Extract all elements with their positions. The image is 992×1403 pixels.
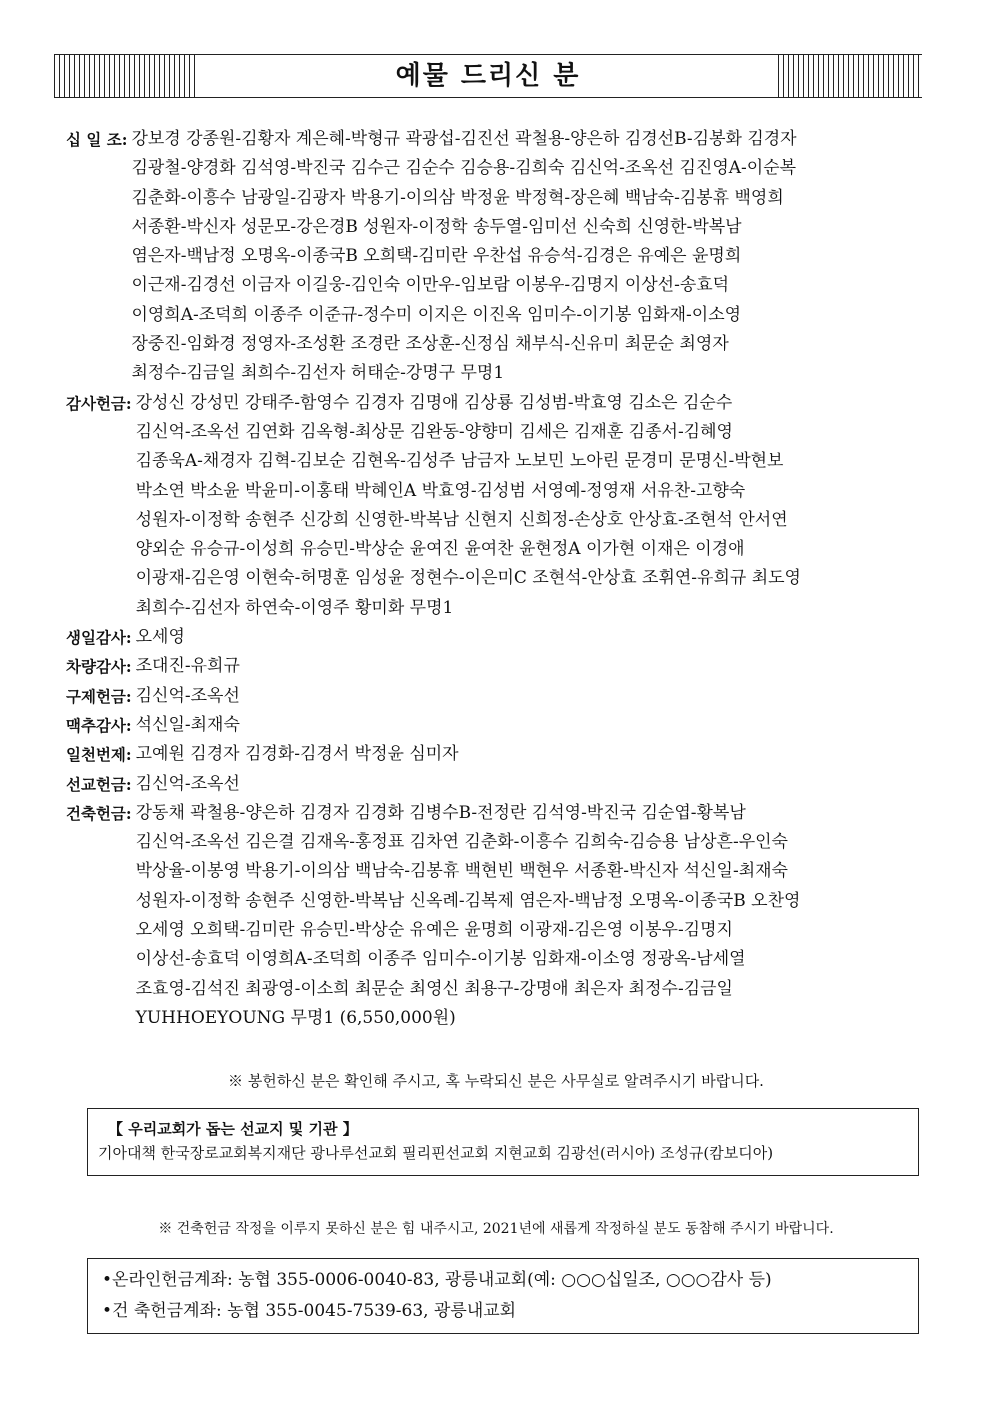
name-line: 조효영-김석진 최광영-이소희 최문순 최영신 최용구-강명애 최은자 최정수-김금일 <box>135 978 733 999</box>
online-offering-account: •온라인헌금계좌: 농협 355-0006-0040-83, 광릉내교회(예: ○○○십일조, ○○○감사 등) <box>102 1270 772 1290</box>
name-line: 강성신 강성민 강태주-함영수 김경자 김명애 김상룡 김성범-박효영 김소은 김순수 <box>135 392 733 413</box>
section-names <box>132 711 936 740</box>
name-line: 김신억-조옥선 김은결 김재옥-홍정표 김차연 김춘화-이흥수 김희숙-김승용 남상흔-우인숙 <box>135 832 788 853</box>
section-label: 차량감사: <box>66 657 132 677</box>
name-line: 이근재-김경선 이금자 이길웅-김인숙 이만우-임보람 이봉우-김명지 이상선-송효덕 <box>131 275 730 296</box>
name-line: 김춘화-이흥수 남광일-김광자 박용기-이의삼 박정윤 박정혁-장은혜 백남숙-김봉휴 백영희 <box>131 187 784 208</box>
title-banner <box>54 54 922 98</box>
section-names <box>132 799 936 1033</box>
page-title: 예물 드리신 분 <box>395 61 581 91</box>
name-line: 오세영 오희택-김미란 유승민-박상순 유예은 윤명희 이광재-김은영 이봉우-김명지 <box>135 920 733 941</box>
section-label: 감사헌금: <box>66 393 132 413</box>
name-line: 염은자-백남정 오명옥-이종국B 오희택-김미란 우찬섭 유승석-김경은 유예은 윤명희 <box>131 246 742 267</box>
name-line: 김종욱A-채경자 김혁-김보순 김현옥-김성주 남금자 노보민 노아린 문경미 문명신-박현보 <box>135 451 784 472</box>
section-label: 건축헌금: <box>66 803 132 823</box>
name-line: 강보경 강종원-김황자 계은혜-박형규 곽광섭-김진선 곽철용-양은하 김경선B-김봉화 김경자 <box>131 129 797 149</box>
name-line: 고예원 김경자 김경화-김경서 박정윤 심미자 <box>135 744 459 765</box>
name-line: 강동채 곽철용-양은하 김경자 김경화 김병수B-전정란 김석영-박진국 김순엽-황복남 <box>135 802 746 823</box>
offering-list <box>66 125 936 1033</box>
name-line: 성원자-이정학 송현주 신강희 신영한-박복남 신현지 신희정-손상호 안상효-조현석 안서연 <box>135 509 788 530</box>
name-line: 박상율-이봉영 박용기-이의삼 백남숙-김봉휴 백현빈 백현우 서종환-박신자 석신일-최재숙 <box>135 861 788 882</box>
mission-support-box <box>87 1108 919 1176</box>
mission-support-title: 【 우리교회가 돕는 선교지 및 기관 】 <box>108 1120 358 1138</box>
offering-section <box>66 799 936 1033</box>
name-line: 장중진-임화경 정영자-조성환 조경란 조상훈-신정심 채부식-신유미 최문순 최영자 <box>131 334 729 355</box>
section-label: 구제헌금: <box>66 686 132 706</box>
name-line: 조대진-유희규 <box>135 656 240 677</box>
offering-section <box>66 711 936 740</box>
section-names <box>132 770 936 799</box>
name-line: 이영희A-조덕희 이종주 이준규-정수미 이지은 이진옥 임미수-이기봉 임화재-이소영 <box>131 304 742 325</box>
account-info-box <box>87 1258 919 1334</box>
name-line: 양외순 유승규-이성희 유승민-박상순 윤여진 윤여찬 윤현정A 이가현 이재은 이경애 <box>135 539 745 560</box>
name-line: YUHHOEYOUNG 무명1 (6,550,000원) <box>135 1007 456 1028</box>
section-label: 생일감사: <box>66 628 132 648</box>
offering-section <box>66 770 936 799</box>
section-names <box>132 682 936 711</box>
name-line: 최희수-김선자 하연숙-이영주 황미화 무명1 <box>135 597 454 618</box>
offering-section <box>66 740 936 769</box>
offering-section <box>66 623 936 652</box>
section-names <box>132 623 936 652</box>
hatch-decoration-left <box>54 55 198 97</box>
offering-section <box>66 389 936 623</box>
offering-section <box>66 125 936 389</box>
name-line: 성원자-이정학 송현주 신영한-박복남 신옥례-김복제 염은자-백남정 오명옥-이종국B 오찬영 <box>135 890 801 911</box>
name-line: 서종환-박신자 성문모-강은경B 성원자-이정학 송두열-임미선 신숙희 신영한-박복남 <box>131 216 742 237</box>
section-label: 맥추감사: <box>66 715 132 735</box>
section-names <box>132 389 936 623</box>
name-line: 이상선-송효덕 이영희A-조덕희 이종주 임미수-이기봉 임화재-이소영 정광옥-남세열 <box>135 949 746 970</box>
building-fund-note: ※ 건축헌금 작정을 이루지 못하신 분은 힘 내주시고, 2021년에 새롭게 작정하실 분도 동참해 주시기 바랍니다. <box>158 1221 834 1237</box>
name-line: 김광철-양경화 김석영-박진국 김수근 김순수 김승용-김희숙 김신억-조옥선 김진영A-이순복 <box>131 158 797 179</box>
offering-section <box>66 682 936 711</box>
hatch-decoration-right <box>778 55 922 97</box>
name-line: 김신억-조옥선 <box>135 773 240 794</box>
section-names <box>132 740 936 769</box>
building-fund-account: •건 축헌금계좌: 농협 355-0045-7539-63, 광릉내교회 <box>102 1301 517 1321</box>
section-names <box>127 125 936 389</box>
offering-section <box>66 652 936 681</box>
name-line: 김신억-조옥선 <box>135 685 240 706</box>
name-line: 석신일-최재숙 <box>135 714 240 735</box>
mission-support-list: 기아대책 한국장로교회복지재단 광나루선교회 필리핀선교회 지현교회 김광선(러시아) 조성규(캄보디아) <box>98 1144 774 1162</box>
name-line: 박소연 박소윤 박윤미-이홍태 박혜인A 박효영-김성범 서영예-정영재 서유찬-고향숙 <box>135 480 746 501</box>
confirmation-note: ※ 봉헌하신 분은 확인해 주시고, 혹 누락되신 분은 사무실로 알려주시기 바랍니다. <box>228 1072 764 1090</box>
section-label: 일천번제: <box>66 745 132 765</box>
name-line: 오세영 <box>135 627 185 648</box>
section-label: 십 일 조: <box>66 130 128 149</box>
name-line: 김신억-조옥선 김연화 김옥형-최상문 김완동-양향미 김세은 김재훈 김종서-김혜영 <box>135 421 733 442</box>
name-line: 최정수-김금일 최희수-김선자 허태순-강명구 무명1 <box>131 363 505 384</box>
section-names <box>132 652 936 681</box>
section-label: 선교헌금: <box>66 774 132 794</box>
name-line: 이광재-김은영 이현숙-허명훈 임성윤 정현수-이은미C 조현석-안상효 조휘연-유희규 최도영 <box>135 568 801 589</box>
